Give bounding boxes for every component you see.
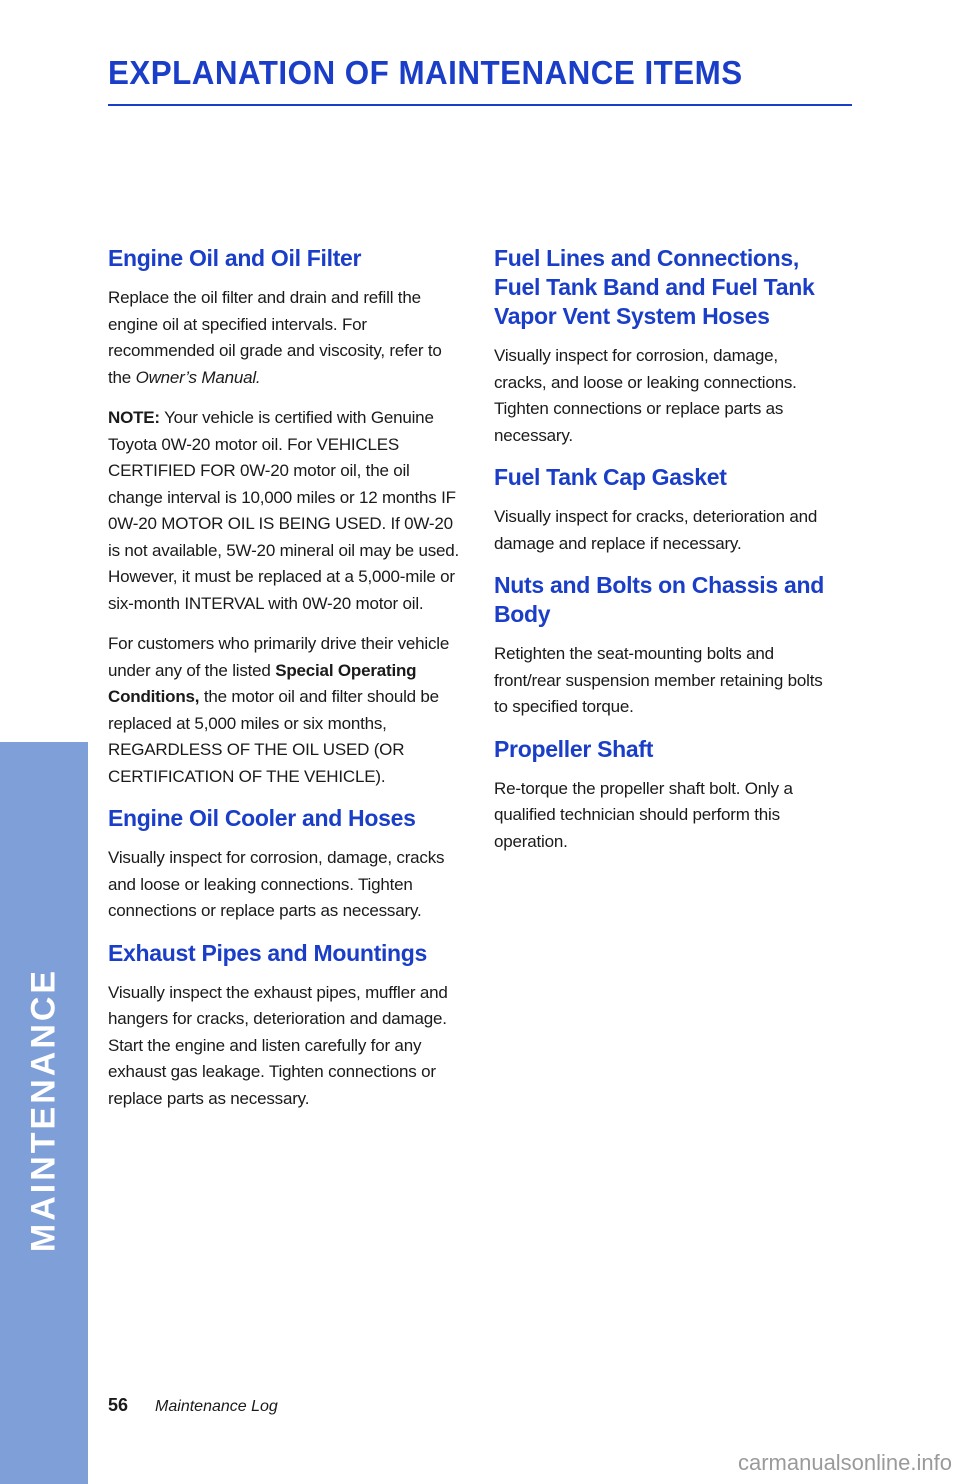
section-heading: Fuel Tank Cap Gasket [494, 464, 727, 490]
watermark: carmanualsonline.info [737, 1450, 952, 1475]
section-paragraph [108, 631, 460, 790]
left-column [108, 244, 460, 1126]
right-column [494, 244, 824, 869]
section-paragraph: Retighten the seat-mounting bolts and front/rear suspension member retaining bolts to specified torque. [494, 644, 823, 716]
section-heading: Fuel Lines and Connections, Fuel Tank Band and Fuel Tank Vapor Vent System Hoses [494, 245, 815, 329]
section-heading: Nuts and Bolts on Chassis and Body [494, 572, 824, 627]
section-engine-oil [108, 244, 460, 790]
paragraph-text: For customers who primarily drive their vehicle under any of the listed [108, 634, 450, 680]
manual-reference: Owner’s Manual. [135, 367, 261, 387]
section-heading: Engine Oil and Oil Filter [108, 245, 362, 271]
note-text: Your vehicle is certified with Genuine Toyota 0W-20 motor oil. For VEHICLES CERTIFIED FOR 0W-20 motor oil, the oil change interval is 10,000 miles or 12 months IF 0W-20 MOTOR OIL IS BEING USED. If 0W-20 is not available, 5W-20 mineral oil may be used. However, it must be replaced at a 5,000-mile or six-month INTERVAL with 0W-20 motor oil. [108, 408, 460, 613]
section-exhaust [108, 939, 460, 1113]
section-paragraph: Visually inspect for cracks, deterioration and damage and replace if necessary. [494, 507, 818, 553]
section-heading: Propeller Shaft [494, 735, 654, 762]
page-number: 56 [108, 1395, 129, 1415]
section-paragraph: Visually inspect for corrosion, damage, cracks and loose or leaking connections. Tighten connections or replace parts as necessary. [108, 848, 445, 920]
section-paragraph: Visually inspect for corrosion, damage, cracks, and loose or leaking connections. Tighten connections or replace parts as necessary. [494, 346, 797, 445]
paragraph-text: the motor oil and filter should be replaced at 5,000 miles or six months, REGARDLESS OF THE OIL USED (OR CERTIFICATION OF THE VEHICLE). [108, 687, 439, 786]
section-paragraph [108, 285, 460, 391]
page-title: EXPLANATION OF MAINTENANCE ITEMS [108, 54, 743, 91]
section-fuel-cap [494, 463, 824, 557]
paragraph-text: Replace the oil filter and drain and refill the engine oil at specified intervals. For recommended oil grade and viscosity, refer to the [108, 288, 442, 387]
section-oil-cooler [108, 804, 460, 925]
section-heading: Engine Oil Cooler and Hoses [108, 805, 416, 831]
section-paragraph: Re-torque the propeller shaft bolt. Only a qualified technician should perform this operation. [494, 778, 793, 851]
page-footer [108, 1395, 278, 1416]
section-paragraph: Visually inspect the exhaust pipes, muffler and hangers for cracks, deterioration and damage. Start the engine and listen carefully for any exhaust gas leakage. Tighten connections or replace parts as necessary. [108, 982, 448, 1108]
section-nuts-bolts [494, 571, 824, 721]
side-tab-label: MAINTENANCE [24, 967, 63, 1253]
special-conditions-term: Special Operating Conditions, [108, 660, 417, 706]
section-fuel-lines [494, 244, 824, 449]
note-paragraph [108, 405, 460, 617]
section-heading: Exhaust Pipes and Mountings [108, 939, 428, 966]
footer-section-title: Maintenance Log [155, 1398, 278, 1415]
section-propeller-shaft [494, 735, 824, 856]
title-divider [108, 104, 852, 106]
note-label: NOTE: [108, 408, 160, 427]
